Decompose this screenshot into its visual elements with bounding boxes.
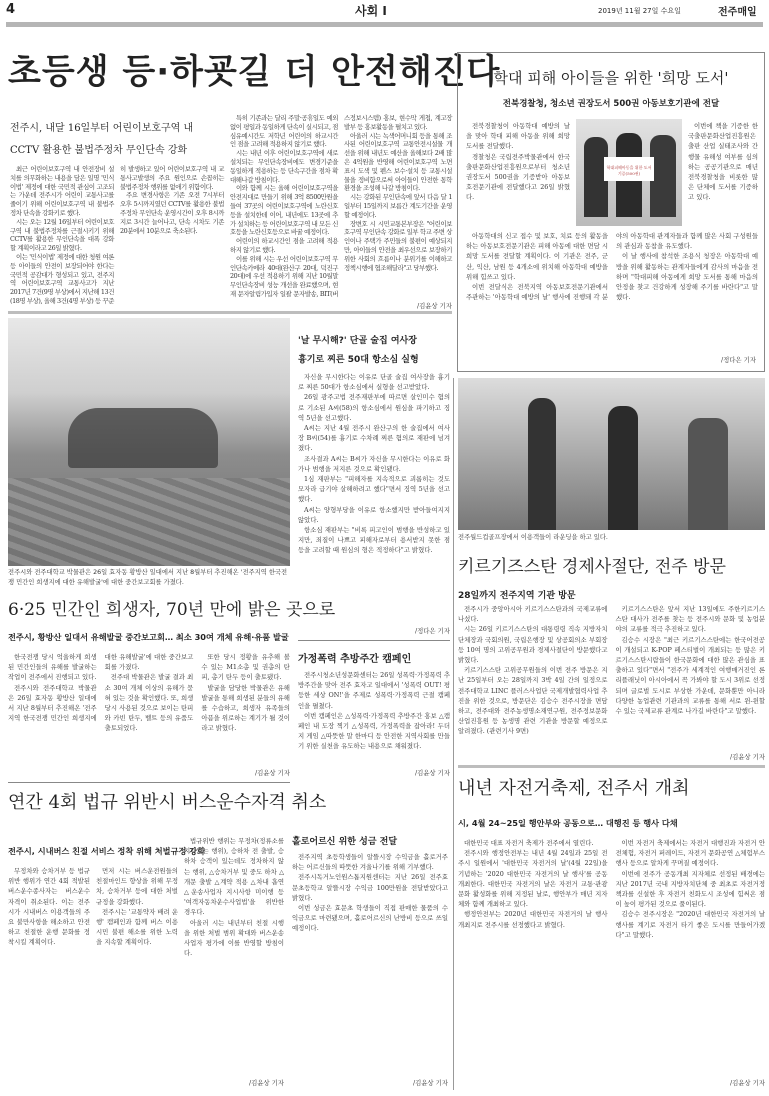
paragraph: 먼저 시는 버스운전원들의 친절마인드 향상을 위해 무정차, 승차거부 등에 대한 처벌 규정을 강화했다. xyxy=(96,867,178,906)
paragraph: 행정안전부는 2020년 대한민국 자전거의 날 행사 개최지로 전주시를 선정했다고 밝혔다. xyxy=(458,910,608,929)
excavation-photo xyxy=(8,318,290,566)
paragraph: 이번 전달식은 전북지역 아동보호전문기관에서 주관하는 '아동학대 예방의 날' 행사에 진행돼 각 분야의 아동학대 관계자들과 함께 많은 사회 구성원들의 관심과 동참을 유도했다. xyxy=(466,232,758,302)
paragraph: 전주시청소년성문화센터는 26일 성폭력·가정폭력 추방주간을 맞아 전주 효자고 일대에서 '성폭력 OUT! 평등한 세상 ON!'을 주제로 성폭력·가정폭력 근절 캠페인을 펼쳤다. xyxy=(298,671,450,710)
paragraph: 이번 캠페인은 △성폭력·가정폭력 추방주간 홍보 △캠페인 내 도장 찍기 △성폭력, 가정폭력을 잡아라! 두더지 게임 △따뜻한 말 한마디 등 안전한 지역사회를 만들기 위한 실천을 유도하는 내용으로 채워졌다. xyxy=(298,711,450,751)
paragraph: 법규위반 행위는 무정차(정류소를 지나치는 행위), 승하차 전 출발, 승하차 승객이 있는데도 정차하지 않는 행위, △승차거부 및 중도 하차 △개문 출발 △계약 적용 △차내 흡연 △운송사업자 지시사항 미이행 등 '여객자동차운수사업법'을 위반한 경우다. xyxy=(184,837,284,917)
paragraph: 전주시가 중앙아시아 키르기스스탄과의 국제교류에 나섰다. xyxy=(458,605,608,624)
paragraph: 1심 재판부는 "피해자를 지속적으로 괴롭히는 것도 모자라 급기야 살해하려고 했다"면서 징역 5년을 선고했다. xyxy=(298,475,450,504)
domestic-headline: 가정폭력 추방주간 캠페인 xyxy=(298,654,412,665)
paragraph: 아동학대의 신고 접수 및 보호, 치료 등의 활동을 하는 아동보호전문기관은 피해 아동에 대한 면담 시 희망 도서를 전달할 계획이다. 이 기관은 전주, 군산, 익산, 남원 등 4개소에 위치해 아동학대 예방을 위해 힘쓰고 있다. xyxy=(466,232,608,281)
excavation-photo-caption: 전주시와 전주대학교 박물관은 26일 효자동 황방산 일대에서 지난 8월부터 추진해온 '전주지역 한국전쟁 민간인 희생지에 대한 유해발굴'에 대한 중간보고회를 가졌다. xyxy=(8,569,288,586)
donation-body xyxy=(292,852,448,1076)
bus-subtitle: 전주시, 시내버스 친절 서비스 정착 위해 처벌규정 강화 xyxy=(8,846,206,856)
header-rule xyxy=(6,22,763,27)
paragraph: 특히 기존과는 달리 주말·공휴일도 예외 없이 평일과 동일하게 단속이 실시되고, 점심유예시간도 저학년 어린이의 하교시간인 점을 고려해 적용하지 않기로 했다. xyxy=(230,114,338,149)
war-subtitle: 전주시, 황방산 일대서 유해발굴 중간보고회… 최소 30여 개체 유해·유품 발굴 xyxy=(8,632,289,642)
box-subtitle: 전북경찰청, 청소년 권장도서 500권 아동보호기관에 전달 xyxy=(502,99,720,109)
award-photo xyxy=(576,119,682,226)
paragraph: 최근 어린이보호구역 내 안전장비 설치를 의무화하는 내용을 담은 일명 '민식이법' 제정에 대한 국민적 관심이 고조되는 가운데 전주시가 어린이 교통사고를 줄이기 위해 어린이보호구역 내 불법주정차 단속을 강화키로 했다. xyxy=(10,165,114,217)
paragraph: 이 날 행사에 참석한 조용식 청장은 아동학대 예방을 위해 활동하는 관계자들에게 감사의 마음을 전하며 "학대피해 아동에게 희망 도서를 통해 마음의 안정을 찾고 건강하게 성장해 주기를 바란다"고 말했다. xyxy=(616,252,758,302)
crime-headline-1: '날 무시해?' 단골 술집 여사장 xyxy=(298,336,417,346)
paragraph: 한국전쟁 당시 억울하게 희생된 민간인들의 유해를 발굴하는 작업이 전주에서 진행되고 있다. xyxy=(8,653,97,682)
paragraph: 아울러 시는 녹색어머니회 등을 통해 조사된 어린이보호구역 교통안전시설물 개선을 위해 내년도 예산을 올해보다 2배 많은 4억원을 반영해 어린이보호구역 노면표시 도색 및 펜스 보수·설치 등 교통시설물을 정비함으로써 아이들이 안전한 통학환경을 조성해 나갈 방침이다. xyxy=(344,131,452,193)
paragraph: 김승수 전주시장은 "2020년 대한민국 자전거의 날 행사를 계기로 자전거 타기 좋은 도시를 만들어가겠다"고 말했다. xyxy=(615,910,765,939)
paragraph: 시는 26일 키르기스스탄의 대통령령 직속 지방자치단체장과 국회의원, 국립은행장 및 상공회의소 부회장 등 10여 명의 고위공무원과 경제사절단이 방문했다고 밝혔다. xyxy=(458,625,608,665)
bus-body-col1 xyxy=(8,866,90,1088)
divider xyxy=(8,782,290,783)
box-body-left xyxy=(466,121,570,229)
paragraph: 전주지역 초등학생들이 알뜰시장 수익금을 홀로거주하는 어르신들의 따뜻한 겨울나기를 위해 기부했다. xyxy=(292,853,448,872)
page-number: 4 xyxy=(6,2,16,17)
bike-byline: /김윤상 기자 xyxy=(729,1079,765,1087)
paragraph: 김승수 시장은 "최근 키르기스스탄에는 한국어전공이 개설되고 K-POP 페스티벌이 개최되는 등 많은 키르기스스탄시람들이 한국문화에 대한 많은 관심을 표출하고 있다"면서 "전주가 세계적인 여행매거진인 론리플래닛이 아시아에서 꼭 가봐야 할 도시 3위로 선정되며 글로벌 도시로 부상한 가운데, 문화뿐만 아니라 다양한 농업관련 기관과의 교류를 통해 서로 윈-윈할 수 있는 국제교류 관계로 나가길 바란다"고 말했다. xyxy=(615,635,765,716)
paragraph: 전주시는 '교통약자 배려 운행' 캠페인과 함께 버스 이용시민 불편 해소를 위한 노력을 지속할 계획이다. xyxy=(96,907,178,947)
bus-body-col2 xyxy=(96,866,178,1088)
divider xyxy=(8,311,452,314)
paragraph: 전주시와 전주대학교 박물관은 26일 효자동 황방산 일대에서 지난 8월부터 추진해온 '전주지역 한국전쟁 민간인 희생지에 대한 유해발굴'에 대한 중간보고회를 가졌다. xyxy=(8,653,194,723)
paragraph: 아울러 시는 내년부터 친절 시행을 위한 처벌 범위 확대와 버스운송사업자 평가에 이를 반영할 방침이다. xyxy=(184,918,284,958)
paragraph: 조사결과 A씨는 B씨가 자신을 무시한다는 이유로 화가나 범행을 저지른 것으로 확인됐다. xyxy=(298,454,450,473)
divider xyxy=(458,765,765,768)
paragraph: 경찰청은 국립전주박물관에서 한국출판문화산업진흥원으로부터 청소년 권장도서 500권을 기증받아 아동보호전문기관에 전달했다고 26일 밝혔다. xyxy=(466,152,570,202)
paragraph: A씨는 양형부당을 이유로 항소했지만 받아들여지지 않았다. xyxy=(298,505,450,524)
paragraph: 주요 변경사항은 기존 오전 7시부터 오후 5시까지였던 CCTV를 활용한 불법주정차 무인단속 운영시간이 오후 8시까지로 3시간 늘어나고, 단속 시차도 기존 20분에서 10분으로 축소된다. xyxy=(120,191,224,235)
lead-subtitle-line-1: 전주시, 내달 16일부터 어린이보호구역 내 xyxy=(10,123,194,134)
bus-byline: /김윤상 기자 xyxy=(248,1079,284,1087)
paragraph: 발굴을 담당한 박물관은 유해발굴을 통해 희생된 분들의 유해를 수습하고, 희생자 유족들의 아픔을 위로하는 계기가 될 것이라고 밝혔다. xyxy=(201,683,290,733)
bike-headline: 내년 자전거축제, 전주서 개최 xyxy=(458,778,690,799)
paragraph: 이를 위해 시는 우선 어린이보호구역 무인단속카메라 40대(완산구 20대, 덕진구 20대)에 우선 적용하기 위해 지난 10월말 무인단속장비 성능 개선을 완료했으며, 현재 문자알림가입자 일괄 문자발송, BIT(버스정보시스템) 홍보, 현수막 게첩, 계고장 발부 등 홍보활동을 펼치고 있다. xyxy=(230,114,452,298)
paragraph: 시는 내년 이후 어린이보호구역에 새로 설치되는 무인단속장비에도 변경기준을 동일하게 적용하는 등 단속구간을 점차 확대해나갈 방침이다. xyxy=(230,149,338,184)
issue-date: 2019년 11월 27일 수요일 xyxy=(598,7,681,15)
war-headline: 6·25 민간인 희생자, 70년 만에 밝은 곳으로 xyxy=(8,600,336,620)
paragraph: 전북경찰청이 아동학대 예방의 날을 맞아 학대 피해 아동을 위해 희망 도서를 전달했다. xyxy=(466,122,570,151)
paragraph: 무정차와 승차거부 등 법규위반 행위가 연간 4회 적발된 버스운수종사자는 버스운수자격이 취소된다. 이는 전주시가 시내버스 이용객들의 주요 불만사항을 해소하고 안전하고 친절한 운행 문화를 정착시킬 계획이다. xyxy=(8,867,90,947)
crime-headline-2: 흉기로 찌른 50대 항소심 실형 xyxy=(298,355,419,365)
domestic-byline: /김윤상 기자 xyxy=(414,769,450,777)
war-body xyxy=(8,652,290,768)
paragraph: 이와 함께 시는 올해 어린이보호구역을 안전지대로 만들기 위해 3억 8500만원을 들여 37곳의 어린이보호구역에 노란신호등을 설치한데 이어, 내년에도 13곳에 추가 설치하는 등 어린이보호구역 내 모든 신호등을 노란신호등으로 바꿀 예정이다. xyxy=(230,184,338,237)
kyrgyz-headline: 키르기즈스탄 경제사절단, 전주 방문 xyxy=(458,557,726,577)
box-byline: /정다은 기자 xyxy=(720,356,756,364)
paragraph: 이번에 책을 기증한 한국출판문화산업진흥원은 출판 산업 실태조사와 간행물 유해성 여부를 심의하는 공공기관으로 매년 전북경찰청을 비롯한 많은 단체에 도서를 기증하고 있다. xyxy=(688,122,758,202)
divider xyxy=(298,640,450,641)
column-divider xyxy=(453,378,454,1090)
paragraph: 26일 광주고법 전주재판부에 따르면 살인미수 혐의로 기소된 A씨(58)의 항소심에서 원심을 파기하고 징역 5년을 선고했다. xyxy=(298,393,450,422)
donation-headline: 홀로어르신 위한 성금 전달 xyxy=(292,837,398,847)
lead-body-right xyxy=(230,114,452,300)
paragraph: 대한민국 대표 자전거 축제가 전주에서 열린다. xyxy=(464,839,594,847)
golf-photo-caption: 전주월드컵골프장에서 이용객들이 라운딩을 하고 있다. xyxy=(458,534,608,541)
paragraph: 이번 자전거 축제에서는 자전거 대행진과 자전거 안전체험, 자전거 퍼레이드, 자전거 문화공연 △체험부스 행사 등으로 알차게 꾸며질 예정이다. xyxy=(615,839,765,868)
paragraph: 시는 강화된 무인단속에 앞서 다음 달 1일부터 15일까지 보름간 계도기간을 운영할 예정이다. xyxy=(344,193,452,219)
paragraph: 키르기스스탄은 앞서 지난 13일에도 주한키르기스스탄 대사가 전주를 찾는 등 전주시와 문화 및 농업분야의 교류를 적극 추진하고 있다. xyxy=(615,605,765,634)
paragraph: 키르기스스탄 고위공무원들의 이번 전주 방문은 지난 25일부터 오는 28일까지 3박 4일 간의 일정으로 전주대학교 LINC 플러스사업단 국제개발협력사업 추진을 위한 것으로, 방문단은 김승수 전주시장을 면담하고, 전주대와 전주농생명소재연구원, 전주정보문화산업진흥원 등 농생명 관련 기관을 방문할 예정으로 알려졌다. (관련기사 9면) xyxy=(458,666,608,736)
bike-subtitle: 시, 4월 24~25일 행안부와 공동으로… 대행진 등 행사 다채 xyxy=(458,818,678,828)
paragraph: 자신을 무시한다는 이유로 단골 술집 여사장을 흉기로 찌른 50대가 항소심에서 실형을 선고받았다. xyxy=(298,373,450,392)
paragraph: 전주시독거노인원스톱지원센터는 지난 26일 전주효문초등학교 알뜰시장 수익금 100만원을 전달받았다고 밝혔다. xyxy=(292,873,448,902)
donation-sign: 학대피해아동을 위한 도서 기증(500권) xyxy=(604,157,654,181)
crime-body xyxy=(298,372,450,626)
paragraph: 어린이의 하교시간인 점을 고려해 적용하지 않기로 했다. xyxy=(230,237,338,254)
box-body-right xyxy=(688,121,758,229)
paragraph: 이번에 전주가 공동개최 지자체로 선정된 배경에는 지난 2017년 국내 지방자치단체 중 최초로 자전거정책과를 신설한 후 자전거 친화도시 조성에 힘써온 점이 높이 평가된 것으로 풀이된다. xyxy=(615,869,765,909)
paragraph: 또한 당시 정황을 유추해 볼 수 있는 M1소총 및 권총의 탄피, 총기 탄두 등이 출토됐다. xyxy=(201,653,290,682)
paragraph: A씨는 지난 4월 전주시 완산구의 한 술집에서 여사장 B씨(54)를 흉기로 수차례 찌른 혐의로 재판에 넘겨졌다. xyxy=(298,424,450,453)
section-name: 사회 I xyxy=(355,4,387,18)
bike-body xyxy=(458,838,765,1078)
donation-byline: /김윤상 기자 xyxy=(412,1079,448,1087)
box-body-bottom xyxy=(466,231,758,351)
golf-photo xyxy=(458,378,765,530)
box-headline: 학대 피해 아이들을 위한 '희망 도서' xyxy=(493,69,729,87)
lead-subtitle-line-2: CCTV 활용한 불법주정차 무인단속 강화 xyxy=(10,145,188,156)
paragraph: 전주대 박물관은 발굴 결과 최소 30여 개체 이상의 유해가 묻혀 있는 것을 확인했다. 또, 희생 당시 사용된 것으로 보이는 탄피와 카빈 탄두, 벨트 등의 유품도 출토되었다. xyxy=(104,673,194,733)
paragraph: 장변호 시 시민교통본부장은 "어린이보호구역 무인단속 강화로 일부 학교 주변 상인이나 주택가 주민들의 불편이 예상되지만, 아이들의 안전을 최우선으로 보장하기 위한 사회의 흐름이나 분위기를 이해하고 정책시행에 협조해달라"고 당부했다. xyxy=(344,219,452,272)
paragraph: 이번 성금은 효문초 학생들이 직접 판매한 물품의 수익금으로 마련됐으며, 홀로어르신의 난방비 등으로 쓰일 예정이다. xyxy=(292,904,448,933)
paragraph: 항소심 재판부는 "비록 피고인이 범행을 반성하고 있지만, 죄질이 나쁘고 피해자로부터 용서받지 못한 점 등을 고려할 때 원심의 형은 적정하다"고 밝혔다. xyxy=(298,526,450,555)
paragraph: 전주시와 행정안전부는 내년 4월 24일과 25일 전주시 일원에서 '대한민국 자전거의 날'(4월 22일)을 기념하는 '2020 대한민국 자전거의 날 행사'를 공동 개최한다. 대한민국 자전거의 날은 자전거 교통·관광문화 활성화를 위해 지정된 날로, 행안부가 매년 지자체와 함께 개최하고 있다. xyxy=(458,849,608,909)
kyrgyz-byline: /김윤상 기자 xyxy=(729,753,765,761)
lead-byline: /김윤상 기자 xyxy=(416,302,452,310)
bus-body-col3 xyxy=(184,836,284,1076)
lead-body-left xyxy=(10,165,224,306)
paragraph: 시는 오는 12월 16일부터 어린이보호구역 내 불법주정차를 근절시키기 위해 CCTV를 활용한 무인단속을 대폭 강화할 계획이라고 26일 밝혔다. xyxy=(10,217,114,253)
book-donation-box xyxy=(457,52,765,372)
crime-byline: /정다은 기자 xyxy=(414,627,450,635)
kyrgyz-body xyxy=(458,604,765,752)
lead-headline: 초등생 등·하굣길 더 안전해진다 xyxy=(8,52,501,92)
domestic-body xyxy=(298,670,450,766)
newspaper-name: 전주매일 xyxy=(718,7,757,18)
lead-subtitle xyxy=(10,118,220,162)
paragraph: 이는 '민식이법' 제정에 대한 청원 여론 등 아이들의 안전이 보장되어야 한다는 국민적 공감대가 형성되고 있고, 전주지역 어린이보호구역 교통사고가 지난 2017년 7건(9명 부상)에서 지난해 13건(18명 부상), 올해 3건(4명 부상) 등 꾸준히 발생하고 있어 어린이보호구역 내 교통사고발생의 주요 원인으로 손꼽히는 불법주정차 행위를 없애기 위함이다. xyxy=(10,165,224,305)
kyrgyz-subtitle: 28일까지 전주지역 기관 방문 xyxy=(458,591,576,601)
bus-headline: 연간 4회 법규 위반시 버스운수자격 취소 xyxy=(8,792,327,813)
war-byline: /김윤상 기자 xyxy=(254,769,290,777)
